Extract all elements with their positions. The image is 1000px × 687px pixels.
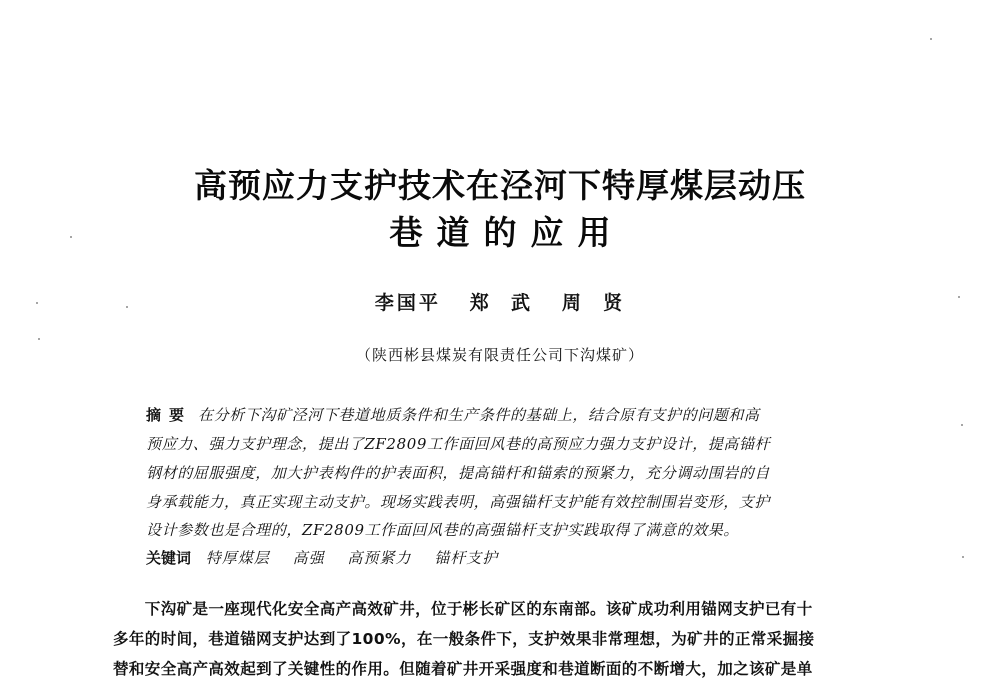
body-paragraph-line-3: 替和安全高产高效起到了关键性的作用。但随着矿井开采强度和巷道断面的不断增大，加之该矿是单 [113, 660, 813, 678]
paper-title-line-1: 高预应力支护技术在泾河下特厚煤层动压 [194, 166, 806, 205]
abstract-line-4: 身承载能力，真正实现主动支护。现场实践表明，高强锚杆支护能有效控制围岩变形，支护 [146, 493, 771, 511]
scan-speck [930, 38, 932, 40]
abstract-line-2: 预应力、强力支护理念，提出了ZF2809工作面回风巷的高预应力强力支护设计，提高锚杆 [146, 435, 771, 453]
authors: 李国平 郑 武 周 贤 [374, 292, 626, 314]
scan-speck [958, 296, 960, 298]
keywords-row [146, 544, 876, 572]
body-paragraph-line-1: 下沟矿是一座现代化安全高产高效矿井，位于彬长矿区的东南部。该矿成功利用锚网支护已有十 [113, 600, 813, 618]
scan-speck [38, 338, 40, 340]
scan-speck [961, 424, 963, 426]
scan-speck [36, 302, 38, 304]
abstract-line-5: 设计参数也是合理的，ZF2809工作面回风巷的高强锚杆支护实践取得了满意的效果。 [146, 521, 740, 539]
paper-title-line-2: 巷道的应用 [389, 213, 625, 252]
affiliation: （陕西彬县煤炭有限责任公司下沟煤矿） [355, 346, 644, 364]
abstract-text: 在分析下沟矿泾河下巷道地质条件和生产条件的基础上，结合原有支护的问题和高 [198, 406, 760, 424]
keyword: 特厚煤层 [205, 549, 270, 567]
scan-speck [962, 556, 964, 558]
body-paragraph-line-2: 多年的时间，巷道锚网支护达到了100%，在一般条件下，支护效果非常理想，为矿井的正常采掘接 [113, 630, 815, 648]
abstract-line-1 [146, 401, 876, 429]
abstract-label: 摘要 [146, 406, 193, 424]
keyword: 锚杆支护 [434, 549, 499, 567]
scan-speck [70, 236, 72, 238]
abstract-line-3: 钢材的屈服强度，加大护表构件的护表面积，提高锚杆和锚索的预紧力，充分调动围岩的自 [146, 464, 771, 482]
keywords-label: 关键词 [146, 549, 192, 567]
keyword: 高强 [292, 549, 325, 567]
scan-speck [126, 306, 128, 308]
keyword: 高预紧力 [347, 549, 412, 567]
